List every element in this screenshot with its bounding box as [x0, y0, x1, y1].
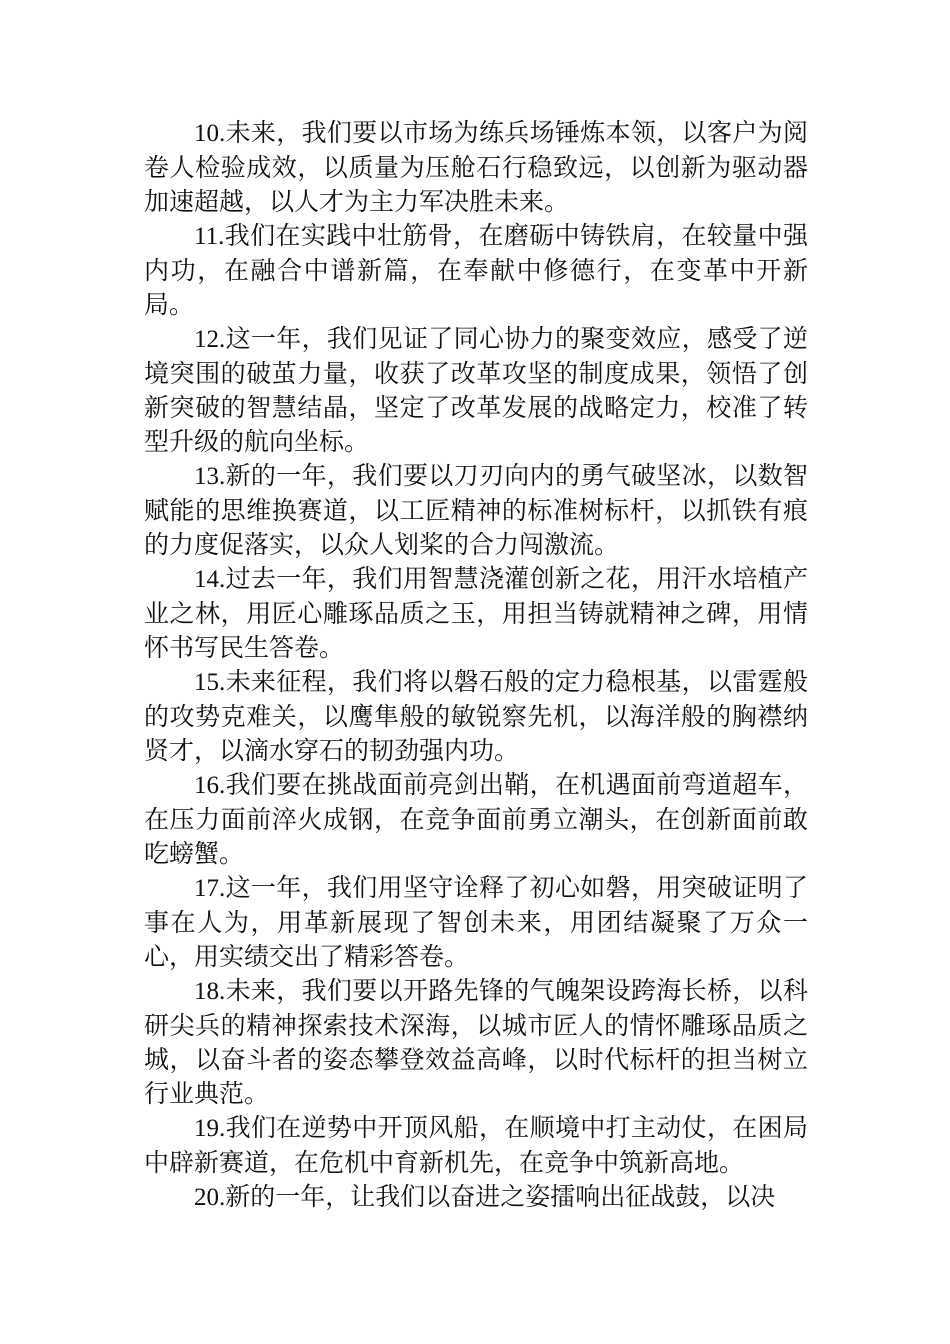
- paragraph-11: [144, 219, 808, 322]
- paragraph-text: 新的一年，让我们以奋进之姿擂响出征战鼓，以决: [225, 1182, 776, 1211]
- paragraph-text: 我们在实践中壮筋骨，在磨砺中铸铁肩，在较量中强内功，在融合中谱新篇，在奉献中修德行，在变革中开新局。: [144, 221, 808, 319]
- paragraph-number: 17.: [194, 875, 226, 902]
- paragraph-text: 未来征程，我们将以磐石般的定力稳根基，以雷霆般的攻势克难关，以鹰隼般的敏锐察先机，以海洋般的胸襟纳贤才，以滴水穿石的韧劲强内功。: [144, 667, 808, 765]
- paragraph-text: 这一年，我们用坚守诠释了初心如磐，用突破证明了事在人为，用革新展现了智创未来，用团结凝聚了万众一心，用实绩交出了精彩答卷。: [144, 873, 808, 971]
- document-body: [144, 116, 808, 1215]
- paragraph-number: 10.: [194, 120, 226, 147]
- paragraph-number: 14.: [194, 566, 226, 593]
- paragraph-number: 19.: [194, 1115, 226, 1142]
- paragraph-number: 13.: [194, 463, 226, 490]
- paragraph-number: 20.: [194, 1184, 226, 1211]
- paragraph-number: 16.: [194, 772, 226, 799]
- paragraph-18: [144, 974, 808, 1111]
- paragraph-text: 我们在逆势中开顶风船，在顺境中打主动仗，在困局中辟新赛道，在危机中育新机先，在竞争中筑新高地。: [144, 1113, 808, 1177]
- paragraph-text: 未来，我们要以开路先锋的气魄架设跨海长桥，以科研尖兵的精神探索技术深海，以城市匠人的情怀雕琢品质之城，以奋斗者的姿态攀登效益高峰，以时代标杆的担当树立行业典范。: [144, 976, 808, 1108]
- paragraph-12: [144, 322, 808, 459]
- paragraph-16: [144, 768, 808, 871]
- paragraph-number: 11.: [194, 223, 225, 250]
- paragraph-17: [144, 871, 808, 974]
- paragraph-number: 15.: [194, 669, 226, 696]
- paragraph-text: 我们要在挑战面前亮剑出鞘，在机遇面前弯道超车，在压力面前淬火成钢，在竞争面前勇立潮头，在创新面前敢吃螃蟹。: [144, 770, 808, 868]
- paragraph-text: 过去一年，我们用智慧浇灌创新之花，用汗水培植产业之林，用匠心雕琢品质之玉，用担当铸就精神之碑，用情怀书写民生答卷。: [144, 564, 808, 662]
- paragraph-number: 18.: [194, 978, 226, 1005]
- paragraph-20: [144, 1180, 808, 1215]
- paragraph-15: [144, 665, 808, 768]
- paragraph-text: 这一年，我们见证了同心协力的聚变效应，感受了逆境突围的破茧力量，收获了改革攻坚的制度成果，领悟了创新突破的智慧结晶，坚定了改革发展的战略定力，校准了转型升级的航向坐标。: [144, 324, 808, 456]
- paragraph-text: 新的一年，我们要以刀刃向内的勇气破坚冰，以数智赋能的思维换赛道，以工匠精神的标准树标杆，以抓铁有痕的力度促落实，以众人划桨的合力闯激流。: [144, 461, 808, 559]
- paragraph-10: [144, 116, 808, 219]
- paragraph-13: [144, 459, 808, 562]
- paragraph-number: 12.: [194, 326, 226, 353]
- paragraph-14: [144, 562, 808, 665]
- paragraph-text: 未来，我们要以市场为练兵场锤炼本领，以客户为阅卷人检验成效，以质量为压舱石行稳致远，以创新为驱动器加速超越，以人才为主力军决胜未来。: [144, 118, 808, 216]
- paragraph-19: [144, 1111, 808, 1180]
